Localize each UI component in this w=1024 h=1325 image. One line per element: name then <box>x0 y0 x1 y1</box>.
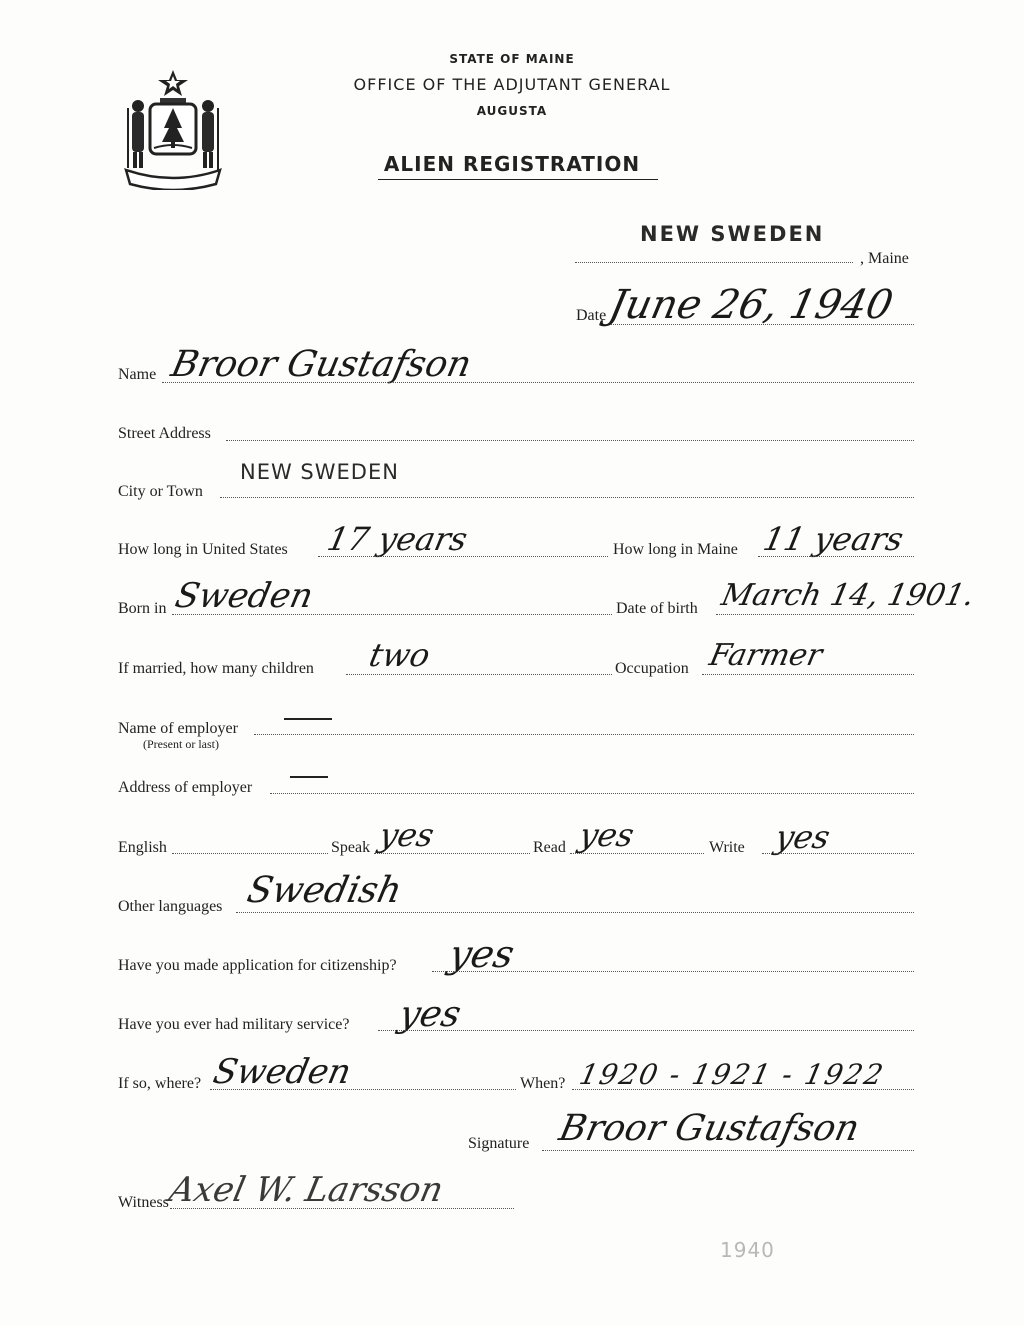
born-in-value: Sweden <box>171 576 317 616</box>
occupation-dotline <box>702 674 914 675</box>
employer-address-dotline <box>270 793 914 794</box>
witness-label: Witness <box>118 1194 169 1211</box>
born-in-label: Born in <box>118 600 167 617</box>
occupation-value: Farmer <box>706 638 826 673</box>
military-dotline <box>378 1030 914 1031</box>
name-dotline <box>162 382 914 383</box>
location-state-suffix: , Maine <box>860 250 909 267</box>
name-label: Name <box>118 366 157 383</box>
location-town: NEW SWEDEN <box>640 222 825 246</box>
date-of-birth-label: Date of birth <box>616 600 698 617</box>
citizenship-value: yes <box>445 932 519 976</box>
military-label: Have you ever had military service? <box>118 1016 350 1033</box>
children-dotline <box>346 674 612 675</box>
witness-dotline <box>170 1208 514 1209</box>
read-value: yes <box>575 816 638 854</box>
other-languages-value: Swedish <box>243 870 406 911</box>
citizenship-label: Have you made application for citizenship? <box>118 957 397 974</box>
other-languages-dotline <box>236 912 914 913</box>
city-or-town-dotline <box>220 497 914 498</box>
date-dotline <box>610 324 914 325</box>
employer-blank-dash <box>284 718 332 720</box>
employer-label: Name of employer <box>118 720 238 737</box>
employer-note: (Present or last) <box>143 737 219 751</box>
witness-value: Axel W. Larsson <box>165 1170 447 1210</box>
signature-value: Broor Gustafson <box>555 1108 864 1149</box>
write-dotline <box>762 853 914 854</box>
how-long-us-value: 17 years <box>323 520 471 558</box>
street-address-dotline <box>226 440 914 441</box>
employer-address-label: Address of employer <box>118 779 253 796</box>
read-dotline <box>570 853 704 854</box>
how-long-maine-value: 11 years <box>759 520 907 558</box>
date-of-birth-dotline <box>716 614 914 615</box>
military-value: yes <box>395 994 465 1035</box>
date-value: June 26, 1940 <box>605 282 897 328</box>
employer-address-blank-dash <box>290 776 328 778</box>
born-in-dotline <box>172 614 612 615</box>
other-languages-label: Other languages <box>118 898 223 915</box>
write-value: yes <box>771 818 834 856</box>
location-dotline <box>575 262 853 263</box>
header-city: AUGUSTA <box>476 104 548 118</box>
children-value: two <box>365 636 434 674</box>
military-when-value: 1920 - 1921 - 1922 <box>576 1058 888 1091</box>
title-underline <box>378 179 658 180</box>
english-label: English <box>118 839 167 856</box>
how-long-maine-dotline <box>758 556 914 557</box>
citizenship-dotline <box>432 971 914 972</box>
header-office: OFFICE OF THE ADJUTANT GENERAL <box>353 75 671 94</box>
employer-dotline <box>254 734 914 735</box>
form-title: ALIEN REGISTRATION <box>383 152 641 176</box>
city-or-town-label: City or Town <box>118 483 203 500</box>
when-label: When? <box>520 1075 566 1092</box>
read-label: Read <box>533 839 566 856</box>
speak-value: yes <box>375 816 438 854</box>
name-value: Broor Gustafson <box>167 344 476 385</box>
speak-dotline <box>374 853 530 854</box>
date-label: Date <box>576 307 607 324</box>
english-dotline <box>172 853 328 854</box>
how-long-us-label: How long in United States <box>118 541 288 558</box>
how-long-maine-label: How long in Maine <box>613 541 738 558</box>
date-of-birth-value: March 14, 1901. <box>718 578 978 613</box>
military-where-dotline <box>210 1089 516 1090</box>
if-so-where-label: If so, where? <box>118 1075 202 1092</box>
speak-label: Speak <box>331 839 371 856</box>
write-label: Write <box>709 839 745 856</box>
military-where-value: Sweden <box>209 1052 355 1092</box>
occupation-label: Occupation <box>615 660 689 677</box>
signature-dotline <box>542 1150 914 1151</box>
military-when-dotline <box>572 1089 914 1090</box>
children-label: If married, how many children <box>118 660 314 677</box>
signature-label: Signature <box>468 1135 530 1152</box>
how-long-us-dotline <box>318 556 608 557</box>
header-state: STATE OF MAINE <box>449 52 575 66</box>
city-or-town-value: NEW SWEDEN <box>240 460 399 484</box>
street-address-label: Street Address <box>118 425 211 442</box>
received-date-stamp: 1940 <box>720 1238 775 1262</box>
